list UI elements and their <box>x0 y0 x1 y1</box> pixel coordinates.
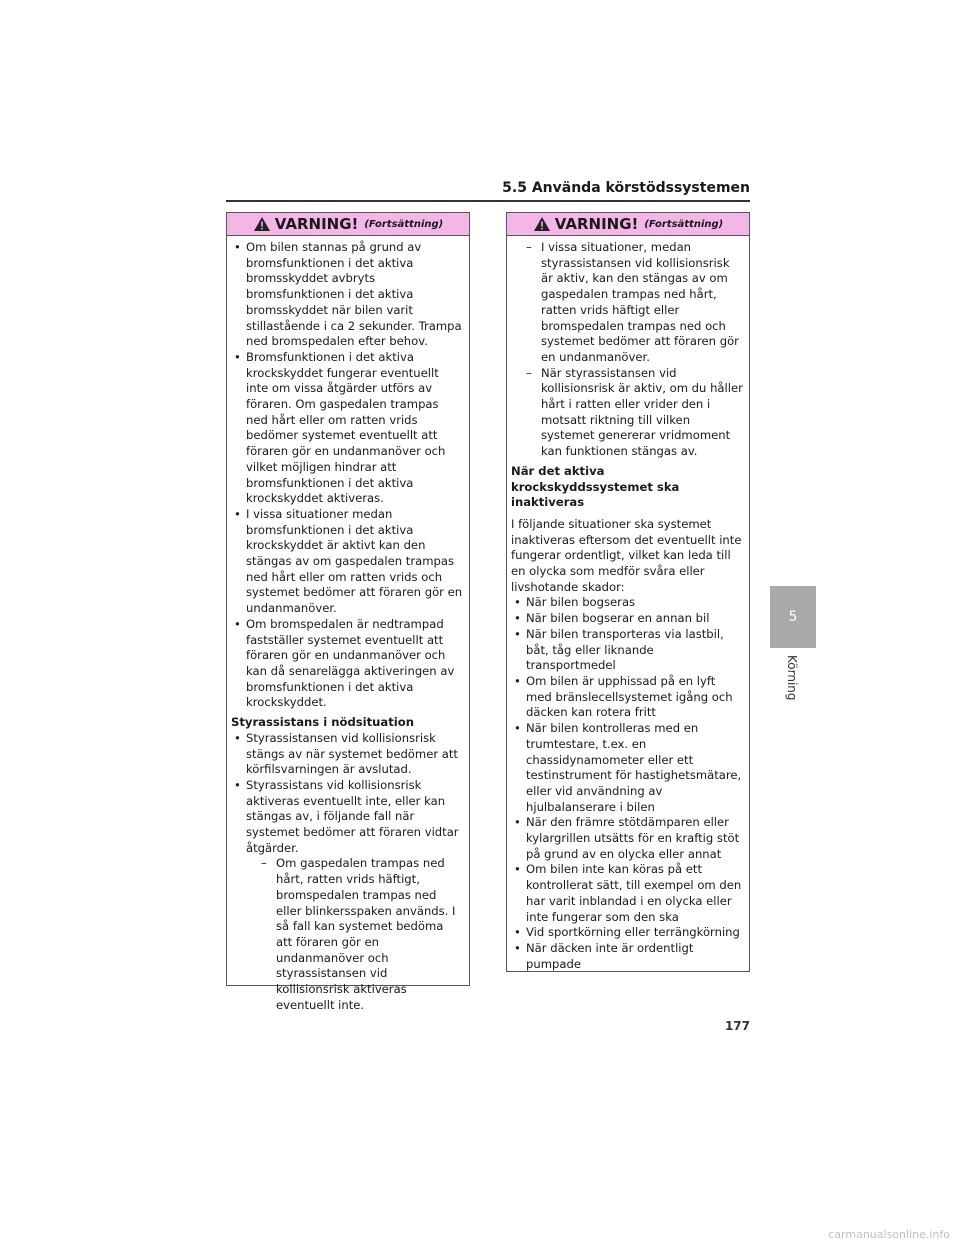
list-item-text: Styrassistans vid kollisionsrisk aktiveras eventuellt inte, eller kan stängas av, i följande fall när systemet bedömer att föraren vidtar åtgärder. <box>246 777 459 855</box>
list-item: • När däcken inte är ordentligt pumpade <box>511 941 743 972</box>
list-item: • Om bromspedalen är nedtrampad fastställer systemet eventuellt att föraren gör en undanmanöver och kan då senarelägga aktiveringen av bromsfunktionen i det aktiva krockskyddet. <box>231 617 463 711</box>
bullet-list <box>511 595 743 972</box>
warning-box-left <box>226 212 470 1012</box>
intro-paragraph: I följande situationer ska systemet inaktiveras eftersom det eventuellt inte fungerar ordentligt, vilket kan leda till en olycka som medför svåra eller livshotande skador: <box>511 516 742 594</box>
list-item: • Bromsfunktionen i det aktiva krockskyddet fungerar eventuellt inte om vissa åtgärder utförs av föraren. Om gaspedalen trampas ned hårt eller om ratten vrids bedömer systemet eventuellt att föraren gör en undanmanöver och vilket möjligen hindrar att bromsfunktionen i det aktiva krockskyddet aktiveras. <box>231 350 463 507</box>
warning-body-left <box>227 236 469 1013</box>
warning-box-right <box>506 212 750 972</box>
list-item: • När bilen bogseras <box>511 595 743 611</box>
warning-header <box>507 213 749 236</box>
subheading: När det aktiva krockskyddssystemet ska inaktiveras <box>511 463 680 510</box>
warning-triangle-icon <box>533 216 551 232</box>
warning-header <box>227 213 469 236</box>
list-item: – När styrassistansen vid kollisionsrisk är aktiv, om du håller hårt i ratten eller vrider den i motsatt riktning till vilken systemet genererar vridmoment kan funktionen stängas av. <box>526 366 743 460</box>
list-item: • När bilen kontrolleras med en trumtestare, t.ex. en chassidynamometer eller ett testinstrument för hastighetsmätare, eller vid användning av hjulbalanserare i bilen <box>511 721 743 815</box>
chapter-number: 5 <box>788 609 798 625</box>
warning-triangle-icon <box>253 216 271 232</box>
dash-list <box>246 856 463 1013</box>
page-number: 177 <box>724 1019 750 1033</box>
list-item: – Om gaspedalen trampas ned hårt, ratten vrids häftigt, bromspedalen trampas ned eller blinkersspaken används. I så fall kan systemet bedöma att föraren gör en undanmanöver och styrassistansen vid kollisionsrisk aktiveras eventuellt inte. <box>261 856 463 1013</box>
list-item: • Om bilen är upphissad på en lyft med bränslecellsystemet igång och däcken kan rotera fritt <box>511 674 743 721</box>
list-item: • I vissa situationer medan bromsfunktionen i det aktiva krockskyddet är aktivt kan den stängas av om gaspedalen trampas ned hårt eller om ratten vrids och systemet bedömer att föraren gör en undanmanöver. <box>231 507 463 617</box>
list-item: • Om bilen stannas på grund av bromsfunktionen i det aktiva bromsskyddet avbryts bromsfunktionen i det aktiva bromsskyddet när bilen varit stillastående i ca 2 sekunder. Trampa ned bromspedalen efter behov. <box>231 240 463 350</box>
bullet-list <box>231 240 463 711</box>
chapter-label-container <box>785 655 799 715</box>
warning-continued: (Fortsättning) <box>644 218 724 230</box>
section-title: 5.5 Använda körstödssystemen <box>502 180 750 196</box>
chapter-label: Körning <box>785 655 799 701</box>
list-item: • Vid sportkörning eller terrängkörning <box>511 925 743 941</box>
list-item: • Om bilen inte kan köras på ett kontrollerat sätt, till exempel om den har varit inblandad i en olycka eller inte fungerar som den ska <box>511 862 743 925</box>
watermark: carmanualsonline.info <box>828 1228 950 1241</box>
list-item <box>231 778 463 1014</box>
warning-body-right <box>507 236 749 972</box>
list-item: • När bilen bogserar en annan bil <box>511 611 743 627</box>
bullet-list <box>231 731 463 1014</box>
subheading: Styrassistans i nödsituation <box>231 715 414 730</box>
chapter-tab[interactable] <box>770 586 816 648</box>
warning-title: VARNING! <box>554 215 639 233</box>
list-item: • När bilen transporteras via lastbil, båt, tåg eller liknande transportmedel <box>511 627 743 674</box>
section-rule <box>226 200 750 202</box>
dash-list <box>511 240 743 460</box>
list-item: – I vissa situationer, medan styrassistansen vid kollisionsrisk är aktiv, kan den stängas av om gaspedalen trampas ned hårt, ratten vrids häftigt eller bromspedalen trampas ned och systemet bedömer att föraren gör en undanmanöver. <box>526 240 743 366</box>
list-item: • När den främre stötdämparen eller kylargrillen utsätts för en kraftig stöt på grund av en olycka eller annat <box>511 815 743 862</box>
list-item: • Styrassistansen vid kollisionsrisk stängs av när systemet bedömer att körfilsvarningen är avslutad. <box>231 731 463 778</box>
warning-continued: (Fortsättning) <box>364 218 444 230</box>
warning-title: VARNING! <box>274 215 359 233</box>
